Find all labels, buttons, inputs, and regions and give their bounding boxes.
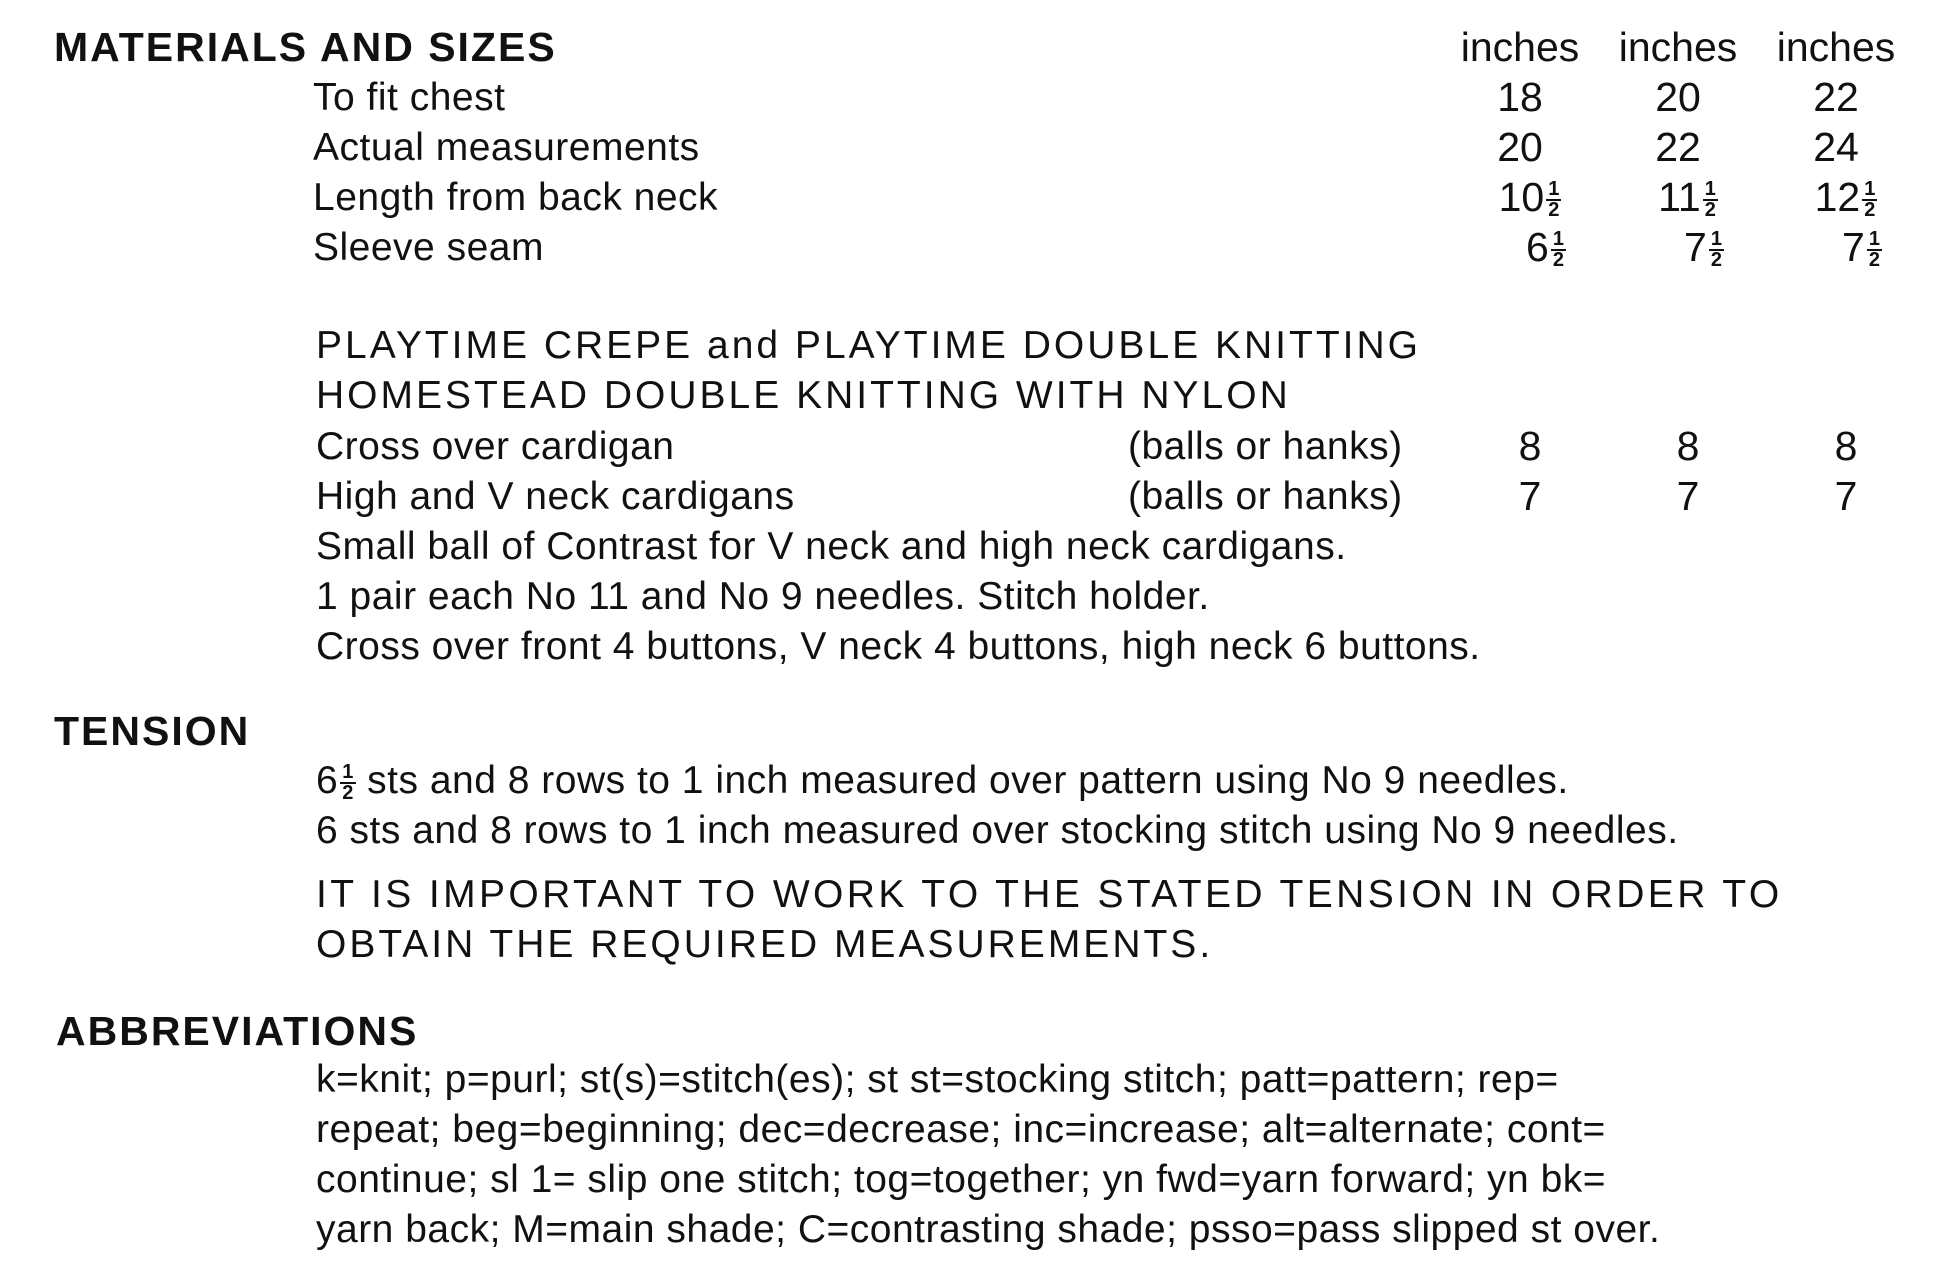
unit-header-2: inches xyxy=(1618,24,1738,70)
size-row-label: To fit chest xyxy=(313,76,506,119)
unit-header-3: inches xyxy=(1776,24,1896,70)
yarn-name-line: HOMESTEAD DOUBLE KNITTING WITH NYLON xyxy=(316,374,1291,417)
yarn-row-unit: (balls or hanks) xyxy=(1128,475,1403,518)
abbreviations-heading: ABBREVIATIONS xyxy=(56,1008,419,1054)
yarn-value: 7 xyxy=(1834,473,1858,519)
abbreviations-line: continue; sl 1= slip one stitch; tog=together; yn fwd=yarn forward; yn bk= xyxy=(316,1158,1607,1201)
materials-note: 1 pair each No 11 and No 9 needles. Stitch holder. xyxy=(316,575,1210,618)
size-row-label: Length from back neck xyxy=(313,176,719,219)
yarn-value: 7 xyxy=(1518,473,1542,519)
size-value: 24 xyxy=(1813,124,1859,170)
yarn-value: 8 xyxy=(1676,423,1700,469)
abbreviations-line: k=knit; p=purl; st(s)=stitch(es); st st=stocking stitch; patt=pattern; rep= xyxy=(316,1058,1559,1101)
yarn-value: 8 xyxy=(1518,423,1542,469)
yarn-row-label: Cross over cardigan xyxy=(316,425,675,468)
size-value: 10 $\frac{1}{2}$ xyxy=(1498,174,1560,222)
size-row-label: Sleeve seam xyxy=(313,226,544,269)
size-value: 22 xyxy=(1655,124,1701,170)
size-value: 22 xyxy=(1813,74,1859,120)
yarn-value: 8 xyxy=(1834,423,1858,469)
materials-note: Cross over front 4 buttons, V neck 4 buttons, high neck 6 buttons. xyxy=(316,625,1481,668)
tension-warning: OBTAIN THE REQUIRED MEASUREMENTS. xyxy=(316,923,1214,966)
size-row-label: Actual measurements xyxy=(313,126,700,169)
size-value: 12 $\frac{1}{2}$ xyxy=(1814,174,1876,222)
size-value: 18 xyxy=(1497,74,1543,120)
tension-warning: IT IS IMPORTANT TO WORK TO THE STATED TENSION IN ORDER TO xyxy=(316,873,1783,916)
size-value: 6 $\frac{1}{2}$ xyxy=(1526,224,1564,272)
size-value: 11 $\frac{1}{2}$ xyxy=(1658,174,1716,222)
yarn-row-unit: (balls or hanks) xyxy=(1128,425,1403,468)
abbreviations-line: repeat; beg=beginning; dec=decrease; inc=increase; alt=alternate; cont= xyxy=(316,1108,1606,1151)
size-value: 7 $\frac{1}{2}$ xyxy=(1842,224,1880,272)
yarn-name-line: PLAYTIME CREPE and PLAYTIME DOUBLE KNITTING xyxy=(316,324,1421,367)
tension-heading: TENSION xyxy=(54,708,251,754)
materials-note: Small ball of Contrast for V neck and high neck cardigans. xyxy=(316,525,1347,568)
abbreviations-line: yarn back; M=main shade; C=contrasting shade; psso=pass slipped st over. xyxy=(316,1208,1661,1251)
size-value: 20 xyxy=(1497,124,1543,170)
yarn-row-label: High and V neck cardigans xyxy=(316,475,795,518)
tension-line: 6 $\frac{1}{2}$ sts and 8 rows to 1 inch measured over pattern using No 9 needles. xyxy=(316,759,1569,804)
yarn-value: 7 xyxy=(1676,473,1700,519)
tension-line: 6 sts and 8 rows to 1 inch measured over stocking stitch using No 9 needles. xyxy=(316,809,1679,852)
materials-heading: MATERIALS AND SIZES xyxy=(54,24,557,70)
size-value: 7 $\frac{1}{2}$ xyxy=(1684,224,1722,272)
size-value: 20 xyxy=(1655,74,1701,120)
unit-header-1: inches xyxy=(1460,24,1580,70)
